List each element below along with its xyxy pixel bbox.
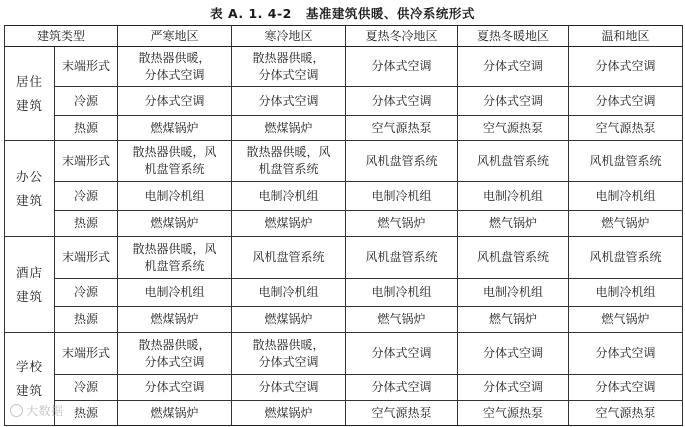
watermark-logo-icon xyxy=(10,404,23,417)
cell-text: 燃煤锅炉 xyxy=(150,405,199,420)
table-cell xyxy=(118,307,232,333)
table-cell xyxy=(118,116,232,141)
header-region-3: 夏热冬冷地区 xyxy=(346,26,458,47)
cell-text: 电制冷机组 xyxy=(144,188,205,203)
table-cell xyxy=(458,333,569,375)
row-label: 冷源 xyxy=(55,279,118,307)
table-cell xyxy=(569,141,683,182)
cell-text: 分体式空调 xyxy=(595,346,656,360)
table-cell xyxy=(118,47,232,87)
cell-text: 散热器供暖， xyxy=(138,337,211,352)
cell-text: 空气源热泵 xyxy=(483,120,544,135)
table-cell xyxy=(458,116,569,141)
table-cell xyxy=(569,211,683,237)
cell-text: 风机盘管系统 xyxy=(589,153,662,168)
table-cell xyxy=(118,141,232,182)
cell-text: 分体式空调 xyxy=(595,93,656,108)
table-title: 基准建筑供暖、供冷系统形式 xyxy=(305,6,475,21)
building-type-label: 办公 xyxy=(15,168,43,184)
table-number: 表 A. 1. 4-2 xyxy=(210,6,292,21)
cell-text: 燃气锅炉 xyxy=(489,312,538,326)
table-cell xyxy=(569,279,683,307)
table-cell xyxy=(569,237,683,279)
cell-text: 分体式空调 xyxy=(483,380,544,394)
table-row xyxy=(5,211,683,237)
cell-text: 空气源热泵 xyxy=(595,120,656,135)
table-row xyxy=(5,237,683,279)
cell-text: 分体式空调 xyxy=(144,380,205,394)
building-type-label: 学校 xyxy=(15,359,43,374)
table-cell xyxy=(232,237,346,279)
table-cell xyxy=(118,237,232,279)
table-cell xyxy=(458,47,569,87)
cell-text: 风机盘管系统 xyxy=(365,250,438,264)
cell-text: 机盘管系统 xyxy=(258,162,319,176)
table-cell xyxy=(569,87,683,116)
table-row xyxy=(5,375,683,401)
table-cell xyxy=(232,141,346,182)
building-type-cell xyxy=(5,141,55,237)
watermark-text: 大数据 xyxy=(26,404,64,418)
cell-text: 电制冷机组 xyxy=(371,188,432,203)
table-row xyxy=(5,401,683,426)
header-region-4: 夏热冬暖地区 xyxy=(458,26,569,47)
cell-text: 风机盘管系统 xyxy=(365,153,438,168)
table-cell xyxy=(458,279,569,307)
building-type-cell xyxy=(5,47,55,141)
cell-text: 空气源热泵 xyxy=(371,120,432,135)
row-label: 热源 xyxy=(55,401,118,426)
row-label: 热源 xyxy=(55,211,118,237)
table-cell xyxy=(346,333,458,375)
cell-text: 分体式空调 xyxy=(483,93,544,108)
cell-text: 空气源热泵 xyxy=(595,405,656,420)
cell-text: 燃气锅炉 xyxy=(489,216,538,230)
cell-text: 空气源热泵 xyxy=(483,405,544,420)
cell-text: 分体式空调 xyxy=(371,380,432,394)
table-row xyxy=(5,279,683,307)
cell-text: 空气源热泵 xyxy=(371,405,432,420)
cell-text: 电制冷机组 xyxy=(371,285,432,299)
table-cell xyxy=(569,307,683,333)
table-cell xyxy=(118,182,232,211)
building-type-label: 建筑 xyxy=(15,192,43,208)
cell-text: 分体式空调 xyxy=(258,354,319,369)
table-cell xyxy=(569,182,683,211)
table-cell xyxy=(458,87,569,116)
table-cell xyxy=(346,375,458,401)
cell-text: 分体式空调 xyxy=(258,93,319,108)
building-type-label: 建筑 xyxy=(15,97,43,113)
table-cell xyxy=(458,182,569,211)
hvac-systems-table xyxy=(4,25,683,426)
cell-text: 风机盘管系统 xyxy=(477,250,550,264)
row-label: 末端形式 xyxy=(55,237,118,279)
table-cell xyxy=(346,237,458,279)
cell-text: 电制冷机组 xyxy=(595,188,656,203)
table-cell xyxy=(569,116,683,141)
table-cell xyxy=(346,307,458,333)
cell-text: 风机盘管系统 xyxy=(589,250,662,264)
table-cell xyxy=(118,87,232,116)
table-cell xyxy=(118,333,232,375)
table-cell xyxy=(346,182,458,211)
table-row xyxy=(5,182,683,211)
cell-text: 燃气锅炉 xyxy=(377,312,426,326)
header-region-2: 寒冷地区 xyxy=(232,26,346,47)
row-label: 热源 xyxy=(55,307,118,333)
cell-text: 燃煤锅炉 xyxy=(264,216,313,230)
cell-text: 风机盘管系统 xyxy=(477,153,550,168)
table-cell xyxy=(458,237,569,279)
cell-text: 电制冷机组 xyxy=(258,188,319,203)
table-caption xyxy=(0,4,685,22)
table-cell xyxy=(118,279,232,307)
building-type-label: 居住 xyxy=(15,73,43,89)
table-cell xyxy=(118,401,232,426)
cell-text: 分体式空调 xyxy=(144,354,205,369)
cell-text: 分体式空调 xyxy=(258,67,319,82)
table-row xyxy=(5,333,683,375)
table-cell xyxy=(458,141,569,182)
cell-text: 燃煤锅炉 xyxy=(150,120,199,135)
cell-text: 风机盘管系统 xyxy=(252,250,325,264)
cell-text: 散热器供暖，风 xyxy=(132,145,217,159)
cell-text: 分体式空调 xyxy=(144,93,205,108)
header-region-1: 严寒地区 xyxy=(118,26,232,47)
row-label: 末端形式 xyxy=(55,47,118,87)
cell-text: 燃煤锅炉 xyxy=(264,120,313,135)
cell-text: 分体式空调 xyxy=(258,380,319,394)
row-label: 冷源 xyxy=(55,375,118,401)
building-type-label: 建筑 xyxy=(15,288,43,304)
table-cell xyxy=(346,279,458,307)
cell-text: 燃煤锅炉 xyxy=(150,312,199,326)
row-label: 末端形式 xyxy=(55,333,118,375)
building-type-cell xyxy=(5,237,55,333)
cell-text: 燃煤锅炉 xyxy=(264,405,313,420)
cell-text: 燃煤锅炉 xyxy=(264,312,313,326)
cell-text: 分体式空调 xyxy=(371,59,432,73)
table-cell xyxy=(232,211,346,237)
header-row xyxy=(5,26,683,47)
building-type-label: 酒店 xyxy=(15,264,43,280)
cell-text: 散热器供暖， xyxy=(252,337,325,352)
table-cell xyxy=(118,211,232,237)
table-row xyxy=(5,87,683,116)
table-cell xyxy=(458,307,569,333)
cell-text: 电制冷机组 xyxy=(483,285,544,299)
cell-text: 电制冷机组 xyxy=(144,285,205,299)
table-cell xyxy=(569,333,683,375)
cell-text: 燃气锅炉 xyxy=(601,312,650,326)
table-cell xyxy=(346,401,458,426)
row-label: 冷源 xyxy=(55,87,118,116)
cell-text: 机盘管系统 xyxy=(144,258,205,273)
table-cell xyxy=(232,116,346,141)
table-cell xyxy=(346,47,458,87)
table-cell xyxy=(232,307,346,333)
cell-text: 散热器供暖，风 xyxy=(246,145,331,159)
building-type-label: 建筑 xyxy=(15,383,43,398)
table-cell xyxy=(569,47,683,87)
cell-text: 机盘管系统 xyxy=(144,162,205,176)
table-cell xyxy=(346,116,458,141)
cell-text: 电制冷机组 xyxy=(483,188,544,203)
table-cell xyxy=(458,401,569,426)
cell-text: 散热器供暖，风 xyxy=(132,241,217,256)
table-row xyxy=(5,47,683,87)
watermark xyxy=(10,402,64,419)
header-region-5: 温和地区 xyxy=(569,26,683,47)
table-cell xyxy=(232,333,346,375)
table-row xyxy=(5,307,683,333)
table-cell xyxy=(232,279,346,307)
cell-text: 散热器供暖， xyxy=(138,50,211,65)
cell-text: 分体式空调 xyxy=(483,59,544,73)
row-label: 热源 xyxy=(55,116,118,141)
cell-text: 分体式空调 xyxy=(483,346,544,360)
table-cell xyxy=(232,182,346,211)
cell-text: 燃气锅炉 xyxy=(601,216,650,230)
table-cell xyxy=(569,401,683,426)
table-cell xyxy=(118,375,232,401)
table-cell xyxy=(458,211,569,237)
header-building-type: 建筑类型 xyxy=(5,26,118,47)
table-cell xyxy=(232,401,346,426)
cell-text: 分体式空调 xyxy=(371,93,432,108)
cell-text: 电制冷机组 xyxy=(595,285,656,299)
table-row xyxy=(5,141,683,182)
row-label: 末端形式 xyxy=(55,141,118,182)
table-cell xyxy=(458,375,569,401)
cell-text: 燃气锅炉 xyxy=(377,216,426,230)
table-row xyxy=(5,116,683,141)
row-label: 冷源 xyxy=(55,182,118,211)
table-cell xyxy=(232,47,346,87)
table-cell xyxy=(346,141,458,182)
table-cell xyxy=(569,375,683,401)
table-cell xyxy=(346,87,458,116)
cell-text: 分体式空调 xyxy=(371,346,432,360)
cell-text: 电制冷机组 xyxy=(258,285,319,299)
cell-text: 散热器供暖， xyxy=(252,50,325,65)
table-cell xyxy=(232,87,346,116)
cell-text: 分体式空调 xyxy=(144,67,205,82)
table-cell xyxy=(346,211,458,237)
cell-text: 分体式空调 xyxy=(595,59,656,73)
cell-text: 燃煤锅炉 xyxy=(150,216,199,230)
table-cell xyxy=(232,375,346,401)
cell-text: 分体式空调 xyxy=(595,380,656,394)
